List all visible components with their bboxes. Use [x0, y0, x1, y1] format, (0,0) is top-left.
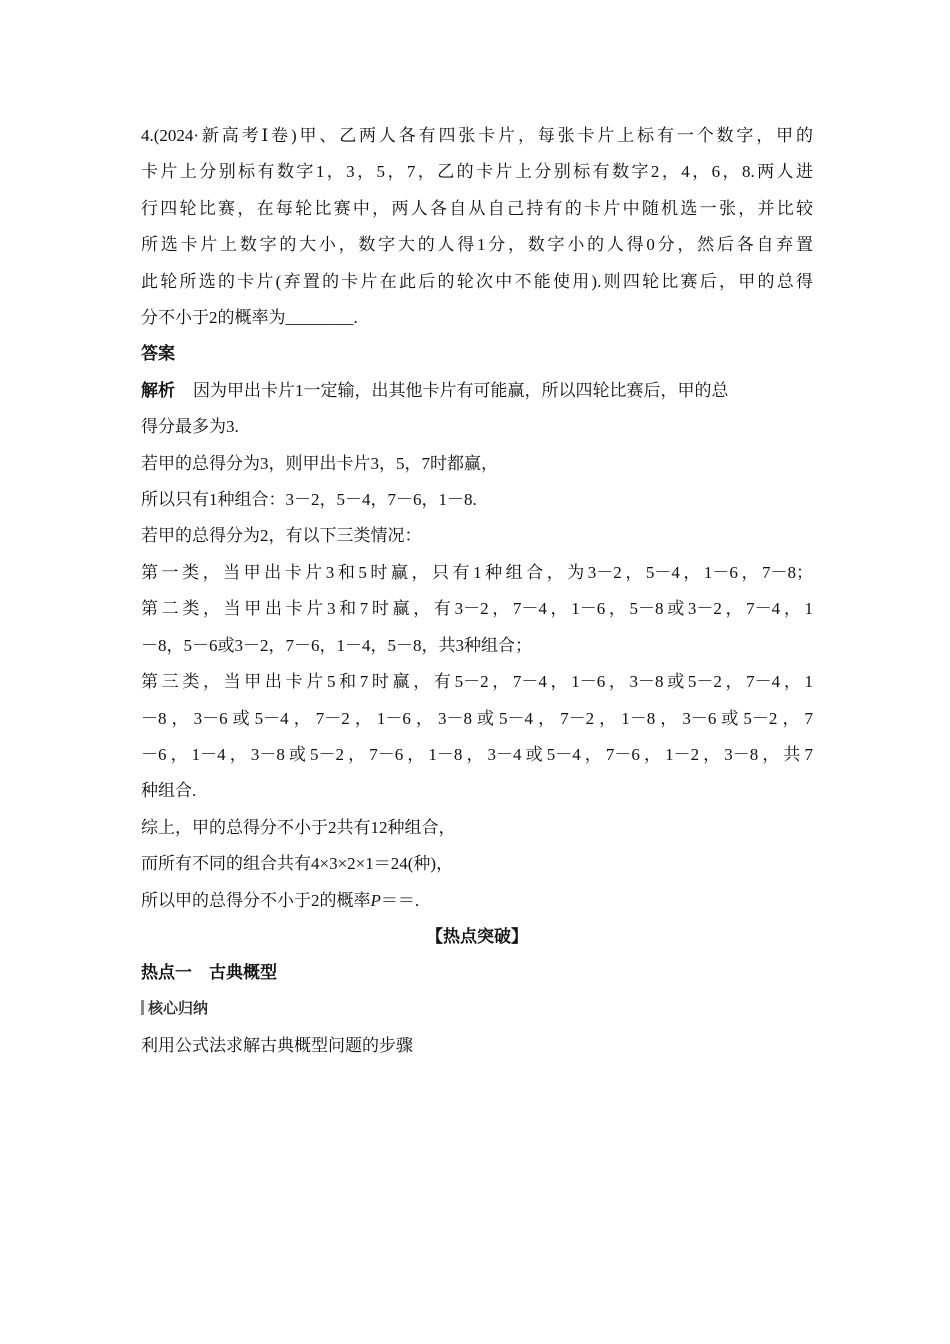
analysis-block	[141, 373, 813, 919]
problem-last-text: 分不小于2的概率为	[141, 308, 286, 328]
problem-block	[141, 118, 813, 336]
analysis-line-10: －8，3－6或5－4，7－2，1－6，3－8或5－4，7－2，1－8，3－6或5－2，7	[141, 708, 813, 728]
analysis-line-12: 种组合.	[141, 781, 197, 801]
analysis-line-14: 而所有不同的组合共有4×3×2×1＝24(种)，	[141, 854, 454, 874]
core-summary-label: 核心归纳	[148, 998, 209, 1017]
section-text: 利用公式法求解古典概型问题的步骤	[141, 1035, 413, 1055]
analysis-line-9: 第三类，当甲出卡片5和7时赢，有5－2，7－4，1－6，3－8或5－2，7－4，1	[141, 672, 813, 692]
analysis-line-7: 第二类，当甲出卡片3和7时赢，有3－2，7－4，1－6，5－8或3－2，7－4，1	[141, 599, 813, 619]
problem-line-5: 此轮所选的卡片(弃置的卡片在此后的轮次中不能使用).则四轮比赛后，甲的总得	[141, 271, 813, 291]
final-suffix: ＝＝.	[380, 890, 420, 910]
analysis-first-text: 因为甲出卡片1一定输，出其他卡片有可能赢，所以四轮比赛后，甲的总	[193, 380, 729, 400]
answer-blank: ________	[285, 308, 354, 328]
analysis-line-2: 得分最多为3.	[141, 417, 239, 437]
core-summary-heading	[141, 994, 813, 1022]
problem-line-1: 4.(2024·新高考Ⅰ卷)甲、乙两人各有四张卡片，每张卡片上标有一个数字，甲的	[141, 126, 813, 145]
problem-line-2: 卡片上分别标有数字1，3，5，7，乙的卡片上分别标有数字2，4，6，8.两人进	[141, 162, 813, 182]
problem-line-3: 行四轮比赛，在每轮比赛中，两人各自从自己持有的卡片中随机选一张，并比较	[141, 198, 813, 218]
analysis-line-4: 所以只有1种组合：3－2，5－4，7－6，1－8.	[141, 490, 477, 510]
analysis-line-1	[141, 373, 813, 409]
final-prefix: 所以甲的总得分不小于2的概率	[141, 890, 371, 910]
analysis-line-5: 若甲的总得分为2，有以下三类情况：	[141, 526, 422, 546]
analysis-line-6: 第一类，当甲出卡片3和5时赢，只有1种组合，为3－2，5－4，1－6，7－8；	[141, 562, 813, 582]
document-page	[141, 118, 813, 1064]
analysis-line-15	[141, 883, 813, 919]
analysis-line-8: －8，5－6或3－2，7－6，1－4，5－8，共3种组合；	[141, 635, 532, 655]
answer-label: 答案	[141, 344, 175, 365]
section-title: 【热点突破】	[426, 926, 528, 947]
analysis-line-3: 若甲的总得分为3，则甲出卡片3，5，7时都赢，	[141, 453, 498, 473]
analysis-line-11: －6，1－4，3－8或5－2，7－6，1－8，3－4或5－4，7－6，1－2，3－8，共7	[141, 744, 813, 764]
hotspot-heading: 热点一 古典概型	[141, 963, 277, 984]
analysis-line-13: 综上，甲的总得分不小于2共有12种组合，	[141, 817, 456, 837]
heading-bar	[141, 1000, 144, 1015]
analysis-label: 解析	[141, 380, 175, 401]
final-variable: P	[370, 890, 381, 910]
problem-end: .	[353, 308, 358, 328]
problem-line-6	[141, 300, 813, 336]
problem-line-4: 所选卡片上数字的大小，数字大的人得1分，数字小的人得0分，然后各自弃置	[141, 235, 813, 255]
